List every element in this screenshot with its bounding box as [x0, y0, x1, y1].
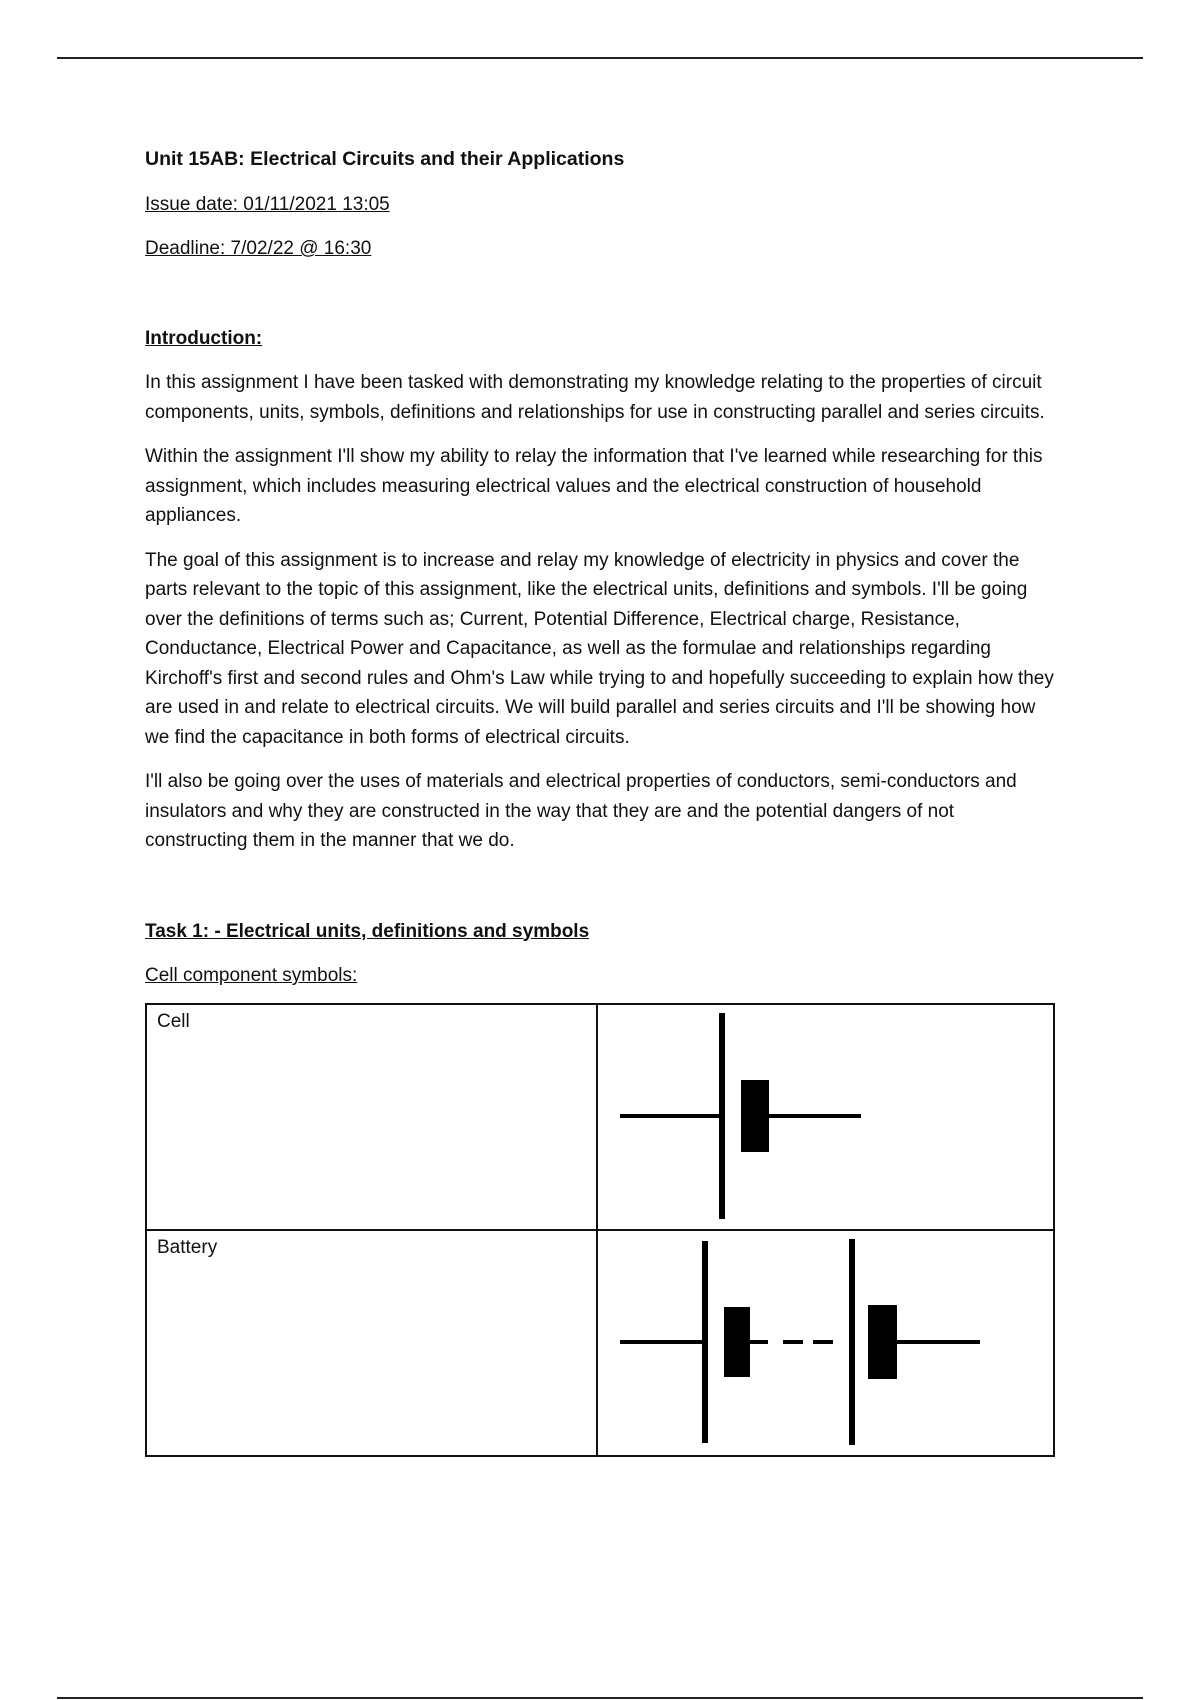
document-body — [145, 145, 1055, 1457]
task1-subheading: Cell component symbols: — [145, 965, 358, 986]
footer-rule — [57, 1697, 1143, 1699]
task1-heading: Task 1: - Electrical units, definitions and symbols — [145, 920, 590, 942]
symbols-table — [145, 1003, 1055, 1457]
intro-paragraph-2: Within the assignment I'll show my ability to relay the information that I've learned while researching for this assignment, which includes measuring electrical values and the electrical construction of household appliances. — [145, 446, 1043, 526]
cell-symbol-icon — [598, 1005, 1054, 1231]
introduction-heading: Introduction: — [145, 327, 263, 349]
header-rule — [57, 57, 1143, 59]
symbol-label-cell: Battery — [146, 1230, 597, 1456]
intro-paragraph-3: The goal of this assignment is to increase and relay my knowledge of electricity in physics and cover the parts relevant to the topic of this assignment, like the electrical units, definitions and symbols. I'll be going over the definitions of terms such as; Current, Potential Difference, Electrical charge, Resistance, Conductance, Electrical Power and Capacitance, as well as the formulae and relationships regarding Kirchoff's first and second rules and Ohm's Law while trying to and hopefully succeeding to explain how they are used in and relate to electrical circuits. We will build parallel and series circuits and I'll be showing how we find the capacitance in both forms of electrical circuits. — [145, 549, 1054, 748]
document-title: Unit 15AB: Electrical Circuits and their Applications — [145, 148, 625, 170]
deadline: Deadline: 7/02/22 @ 16:30 — [145, 238, 372, 259]
table-row — [146, 1230, 1054, 1456]
symbol-image-cell — [597, 1004, 1054, 1230]
intro-paragraph-1: In this assignment I have been tasked with demonstrating my knowledge relating to the properties of circuit components, units, symbols, definitions and relationships for use in constructing parallel and series circuits. — [145, 372, 1045, 423]
issue-date: Issue date: 01/11/2021 13:05 — [145, 193, 390, 215]
battery-symbol-icon — [598, 1231, 1054, 1457]
table-row — [146, 1004, 1054, 1230]
intro-paragraph-4: I'll also be going over the uses of materials and electrical properties of conductors, semi-conductors and insulators and why they are constructed in the way that they are and the potential dangers of not constructing them in the manner that we do. — [145, 771, 1017, 851]
symbol-label-cell: Cell — [146, 1004, 597, 1230]
symbol-image-cell — [597, 1230, 1054, 1456]
